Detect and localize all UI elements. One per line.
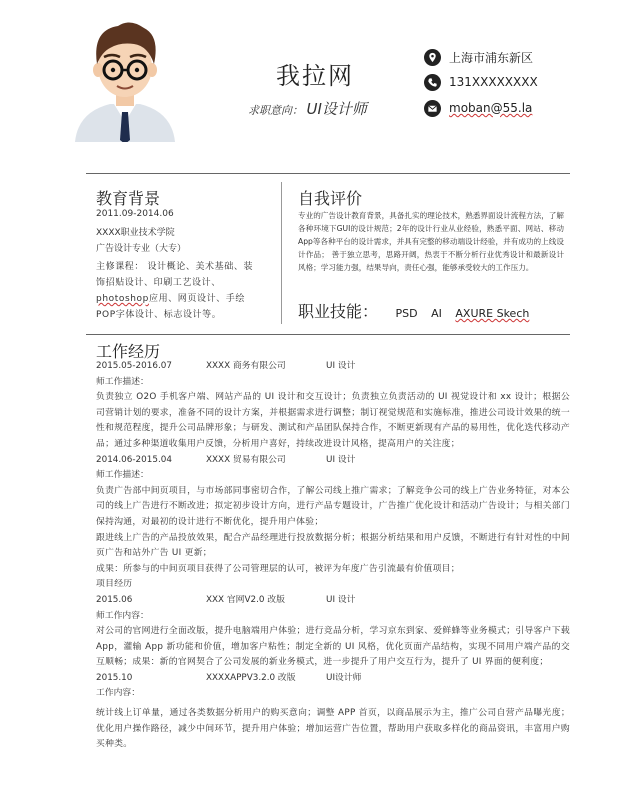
work-title: 工作经历 [96,342,161,361]
work-entry-header [96,359,570,375]
work-list [96,359,570,753]
location-icon [424,49,441,66]
contact-phone [424,71,624,93]
skill-item: AI [431,307,442,320]
work-desc-label: 师工作描述： [96,376,149,387]
work-entry-header [96,593,570,609]
skills-label: 职业技能： [298,302,379,321]
work-desc-line: 成果：所参与的中间页项目获得了公司管理层的认可，被评为年度广告引流最有价值项目； [96,563,460,574]
phone-icon [424,74,441,91]
education-courses-ps: photoshop [96,294,149,304]
education-courses [96,259,260,323]
work-desc-line: 跟进线上广告的产品投放效果，配合产品经理进行投放数据分析；根据分析结果和用户反馈，不断进行有针对性的中间页广告和站外广告 UI 更新； [96,532,570,559]
contact-location [424,46,624,68]
avatar [70,12,180,142]
education-courses-pre: 主修课程： 设计概论、美术基础、装饰招贴设计、印刷工艺设计、 [96,262,254,288]
work-desc-label: 师工作描述： [96,470,149,481]
skill-item: PSD [395,307,418,320]
work-entry [96,593,570,671]
work-period: 2015.05-2016.07 [96,361,172,371]
self-eval-text: 专业的广告设计教育背景，具备扎实的理论技术，熟悉界面设计流程方法，了解各种环境下GUI的设计规范；2年的设计行业从业经验，熟悉平面、网站、移动App等各种平台的设计需求，并具有完整的移动端设计经验，并有成功的上线设计作品； 善于独立思考，思路开阔，热衷于不断分析行业优秀设计和最新设计风格；学习能力强，结果导向，责任心强，能够承受较大的工作压力。 [298,211,564,272]
job-intent-value: UI设计师 [306,100,367,118]
contact-email-text[interactable]: moban@55.la [449,101,533,115]
work-desc-label: 工作内容： [96,688,140,699]
work-role: UI 设计 [326,594,356,605]
education-school: XXXX职业技术学院 [96,228,175,238]
divider-vertical [281,182,282,324]
work-role: UI 设计 [326,454,356,465]
work-entry-header [96,671,570,687]
contact-phone-text: 131XXXXXXXX [449,75,538,89]
work-company: XXX 官网V2.0 改版 [206,594,285,605]
divider-middle [86,334,570,335]
work-desc-line: 统计线上订单量，通过各类数据分析用户的购买意向；调整 APP 首页，以商品展示为主，推广公司自营产品曝光度；优化用户操作路径，减少中间环节，提升用户体验；增加运营广告位置，帮助用户获取多样化的商品资讯，丰富用户购买种类。 [96,708,570,750]
work-entry [96,453,570,593]
education-title: 教育背景 [96,189,161,208]
work-period: 2014.06-2015.04 [96,454,172,465]
work-role: UI设计师 [326,672,362,683]
work-company: XXXXAPPV3.2.0 改版 [206,672,296,683]
education-major: 广告设计专业（大专） [96,244,187,254]
work-entry [96,671,570,753]
education-courses-post: 应用、网页设计、手绘POP字体设计、标志设计等。 [96,294,245,320]
job-intent [248,98,367,119]
skills-row [298,299,539,322]
contact-location-text: 上海市浦东新区 [449,50,534,65]
education-period: 2011.09-2014.06 [96,209,174,219]
work-desc-label: 师工作内容： [96,610,149,621]
work-desc-line: 负责广告部中间页项目，与市场部同事密切合作，了解公司线上推广需求；了解竞争公司的线上广告业务特征，对本公司的线上广告进行不断改进；拟定初步设计方向，进行产品专题设计，广告推广优化设计和活动广告设计；与相关部门保持沟通，对最初的设计进行不断优化，提升用户体验； [96,485,570,527]
candidate-name: 我拉网 [276,62,354,90]
work-period: 2015.10 [96,672,133,683]
work-desc-line: 项目经历 [96,579,133,590]
work-entry-header [96,453,570,469]
work-company: XXXX 商务有限公司 [206,361,286,371]
work-desc-line: 负责独立 O2O 手机客户端、网站产品的 UI 设计和交互设计；负责独立负责活动的 UI 视觉设计和 xx 设计；根据公司营销计划的要求，准备不同的设计方案，并根据需求进行调整；制订视觉规范和实施标准，推进公司设计效果的统一性和规范程度，提升公司品牌形象；与研发、测试和产品团队保持合作，不断更新现有产品的易用性，优化迭代移动产品；通过多种渠道收集用户反馈，分析用户喜好，持续改进设计风格，提高用户的关注度； [96,392,570,449]
work-entry [96,359,570,453]
work-desc-line: 对公司的官网进行全面改版，提升电脑端用户体验；进行竞品分析，学习京东到家、爱鲜蜂等业务模式；引导客户下载 App，灌输 App 新功能和价值，增加客户粘性；制定全新的 UI 风格，优化页面产品结构，实现不同用户端产品的交互顺畅；成果：新的官网契合了公司发展的新业务模式，进一步提升了用户交互行为，提升了 UI 界面的便利度； [96,626,570,668]
email-icon [424,100,441,117]
contact-email [424,97,624,119]
self-eval-title: 自我评价 [298,189,363,208]
work-role: UI 设计 [326,361,356,371]
work-company: XXXX 贸易有限公司 [206,454,286,465]
skill-item: AXURE Skech [455,307,530,320]
job-intent-label: 求职意向： [248,104,303,117]
divider-top [86,173,570,174]
work-period: 2015.06 [96,594,133,605]
